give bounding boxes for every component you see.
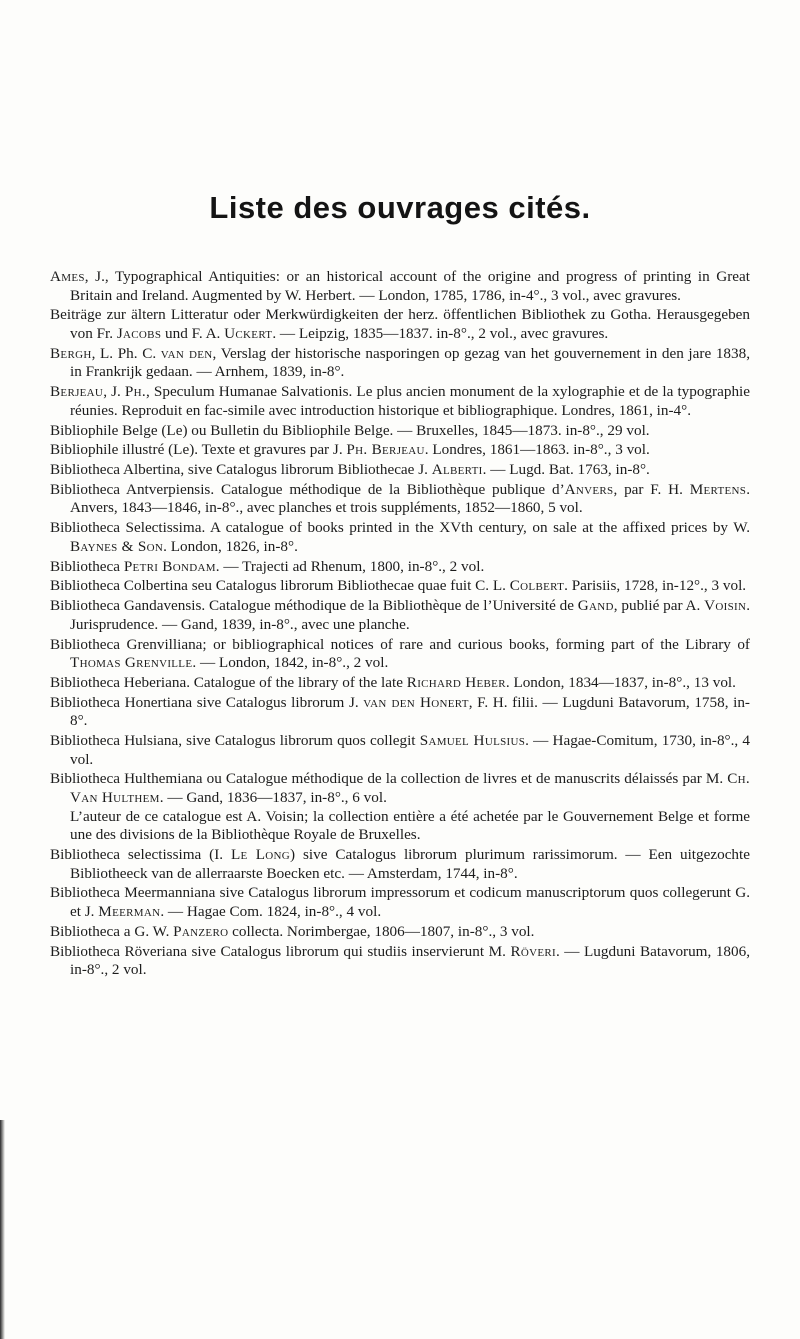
bibliography-entry: Bibliophile Belge (Le) ou Bulletin du Bibliophile Belge. — Bruxelles, 1845—1873. in-8°., 29 vol. <box>50 421 650 439</box>
bibliography-entry: Bibliotheca Antverpiensis. Catalogue méthodique de la Bibliothèque publique d’Anvers, par F. H. Mertens. Anvers, 1843—1846, in-8°., avec planches et trois suppléments, 1852—1860, 5 vol. <box>50 480 750 517</box>
bibliography-entry: Bibliotheca Röveriana sive Catalogus librorum qui studiis inservierunt M. Röveri. — Lugduni Batavorum, 1806, in-8°., 2 vol. <box>50 942 750 979</box>
page-edge-shadow <box>0 1120 5 1339</box>
bibliography-entry: Bibliotheca Meermanniana sive Catalogus librorum impressorum et codicum manuscriptorum quos collegerunt G. et J. Meerman. — Hagae Com. 1824, in-8°., 4 vol. <box>50 884 750 920</box>
bibliography-entry: Bibliotheca a G. W. Panzero collecta. Norimbergae, 1806—1807, in-8°., 3 vol. <box>50 922 535 940</box>
bibliography-entry: Bibliotheca Grenvilliana; or bibliographical notices of rare and curious books, forming part of the Library of Thomas Grenville. — London, 1842, in-8°., 2 vol. <box>50 635 750 672</box>
bibliography-entry: Bibliotheca Colbertina seu Catalogus librorum Bibliothecae quae fuit C. L. Colbert. Parisiis, 1728, in-12°., 3 vol. <box>50 577 747 595</box>
bibliography-entry: Bibliotheca Hulthemiana ou Catalogue méthodique de la collection de livres et de manuscrits délaissés par M. Ch. Van Hulthem. — Gand, 1836—1837, in-8°., 6 vol. L’auteur de ce catalogue est A. Voisin; la collection entière a été achetée par le Gouvernement Belge et forme une des divisions de la Bibliothèque Royale de Bruxelles. <box>50 770 750 844</box>
bibliography-entry: Beiträge zur ältern Litteratur oder Merkwürdigkeiten der herz. öffentlichen Bibliothek zu Gotha. Herausgegeben von Fr. Jacobs und F. A. Uckert. — Leipzig, 1835—1837. in-8°., 2 vol., avec gravures. <box>50 306 750 342</box>
bibliography-entry: Bibliotheca selectissima (I. Le Long) sive Catalogus librorum plurimum rarissimorum. — Een uitgezochte Bibliotheeck van de allerraarste Boecken etc. — Amsterdam, 1744, in-8°. <box>50 846 750 882</box>
bibliography-list <box>50 268 750 981</box>
bibliography-entry: Bibliotheca Albertina, sive Catalogus librorum Bibliothecae J. Alberti. — Lugd. Bat. 1763, in-8°. <box>50 461 650 479</box>
bibliography-entry: Bergh, L. Ph. C. van den, Verslag der historische nasporingen op gezag van het gouvernement in den jare 1838, in Frankrijk gedaan. — Arnhem, 1839, in-8°. <box>50 344 750 381</box>
bibliography-entry: Bibliotheca Honertiana sive Catalogus librorum J. van den Honert, F. H. filii. — Lugduni Batavorum, 1758, in-8°. <box>50 693 750 730</box>
bibliography-entry: Ames, J., Typographical Antiquities: or an historical account of the origine and progress of printing in Great Britain and Ireland. Augmented by W. Herbert. — London, 1785, 1786, in-4°., 3 vol., avec gravures. <box>50 268 750 304</box>
bibliography-entry: Bibliotheca Selectissima. A catalogue of books printed in the XVth century, on sale at the affixed prices by W. Baynes & Son. London, 1826, in-8°. <box>50 519 750 555</box>
bibliography-entry: Bibliotheca Hulsiana, sive Catalogus librorum quos collegit Samuel Hulsius. — Hagae-Comitum, 1730, in-8°., 4 vol. <box>50 732 750 768</box>
page-title: Liste des ouvrages cités. <box>209 190 591 225</box>
bibliography-entry: Bibliotheca Heberiana. Catalogue of the library of the late Richard Heber. London, 1834—1837, in-8°., 13 vol. <box>50 673 736 691</box>
bibliography-entry: Bibliotheca Petri Bondam. — Trajecti ad Rhenum, 1800, in-8°., 2 vol. <box>50 557 485 575</box>
bibliography-entry: Bibliotheca Gandavensis. Catalogue méthodique de la Bibliothèque de l’Université de Gand, publié par A. Voisin. Jurisprudence. — Gand, 1839, in-8°., avec une planche. <box>50 597 751 633</box>
entry-note: L’auteur de ce catalogue est A. Voisin; la collection entière a été achetée par le Gouvernement Belge et forme une des divisions de la Bibliothèque Royale de Bruxelles. <box>70 807 750 844</box>
bibliography-entry: Berjeau, J. Ph., Speculum Humanae Salvationis. Le plus ancien monument de la xylographie et de la typographie réunies. Reproduit en fac-simile avec introduction historique et bibliographique. Londres, 1861, in-4°. <box>50 383 750 419</box>
bibliography-entry: Bibliophile illustré (Le). Texte et gravures par J. Ph. Berjeau. Londres, 1861—1863. in-8°., 3 vol. <box>50 441 650 459</box>
